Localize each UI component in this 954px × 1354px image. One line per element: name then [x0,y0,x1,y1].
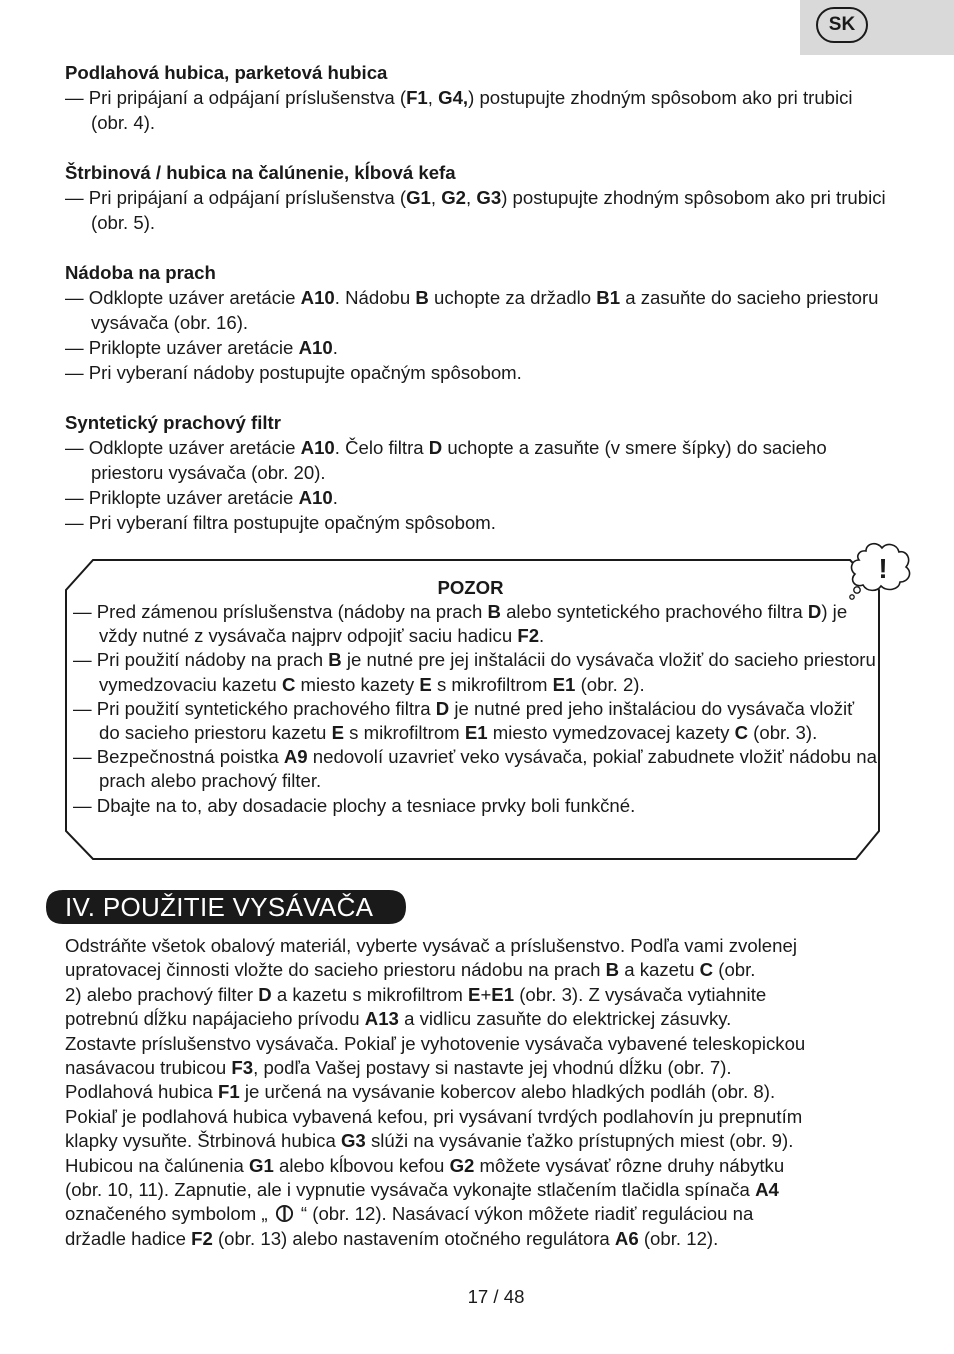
reference-code: G3 [476,187,502,208]
list-item: — Pri vyberaní nádoby postupujte opačným spôsobom. [65,362,522,383]
reference-code: A10 [298,337,333,358]
text-line: nasávacou trubicou F3, podľa Vašej postavy si nastavte jej vhodnú dĺžku (obr. 7). [65,1057,732,1079]
reference-code: E1 [491,983,515,1005]
reference-code: D [435,697,450,719]
page-number: 17 / 48 [467,1286,525,1307]
text-line: držadle hadice F2 (obr. 13) alebo nastavením otočného regulátora A6 (obr. 12). [65,1227,719,1249]
reference-code: A13 [364,1008,399,1030]
text-line: Zostavte príslušenstvo vysávača. Pokiaľ je vyhotovenie vysávača vybavené teleskopickou [65,1032,806,1054]
reference-code: C [734,722,748,744]
list-item: — Bezpečnostná poistka A9 nedovolí uzavrieť veko vysávača, pokiaľ zabudnete vložiť nádobu na prach alebo prachový filter. [73,746,877,792]
list-item: — Pri použití syntetického prachového filtra D je nutné pred jeho inštaláciou do vysávača vložiť do sacieho priestoru kazetu E s mikrofiltrom E1 miesto vymedzovacej kazety C (obr. 3). [73,697,855,744]
reference-code: G2 [449,1154,475,1176]
section-heading: Syntetický prachový filtr [65,412,281,433]
accessory-instructions [65,60,890,535]
text-line: klapky vysuňte. Štrbinová hubica G3 slúži na vysávanie ťažko prístupných miest (obr. 9). [65,1130,794,1152]
warning-list [73,600,878,818]
reference-code: G3 [340,1130,366,1152]
list-item: — Odklopte uzáver aretácie A10. Čelo filtra D uchopte a zasuňte (v smere šípky) do sacieho priestoru vysávača (obr. 20). [65,437,827,483]
reference-code: B [328,649,342,671]
reference-code: D [258,983,272,1005]
text-line: Podlahová hubica F1 je určená na vysávanie kobercov alebo hladkých podláh (obr. 8). [65,1081,776,1103]
reference-code: E [419,673,432,695]
reference-code: F2 [191,1227,213,1249]
reference-code: F2 [517,625,540,647]
reference-code: D [807,601,822,622]
section-dust-container [65,260,890,385]
reference-code: E [331,722,344,744]
section-floor-nozzle [65,60,890,135]
power-icon [275,1204,294,1223]
text-line: Odstráňte všetok obalový materiál, vyberte vysávač a príslušenstvo. Podľa vami zvolenej [65,935,797,956]
language-badge: SK [816,7,868,43]
section-heading: Štrbinová / hubica na čalúnenie, kĺbová kefa [65,162,456,183]
list-item: — Pri pripájaní a odpájaní príslušenstva (G1, G2, G3) postupujte zhodným spôsobom ako pri trubici (obr. 5). [65,187,886,233]
section-title: IV. POUŽITIE VYSÁVAČA [65,892,374,922]
text-line: potrebnú dĺžku napájacieho prívodu A13 a vidlicu zasuňte do elektrickej zásuvky. [65,1008,732,1030]
list-item: — Pri použití nádoby na prach B je nutné pre jej inštalácii do vysávača vložiť do sacieho priestoru vymedzovaciu kazetu C miesto kazety E s mikrofiltrom E1 (obr. 2). [73,649,876,695]
reference-code: B [415,287,429,308]
reference-code: G2 [441,187,467,208]
reference-code: A6 [614,1227,639,1249]
list-item: — Priklopte uzáver aretácie A10. [65,337,338,358]
reference-code: F1 [406,87,428,108]
list-item: — Dbajte na to, aby dosadacie plochy a tesniace prvky boli funkčné. [73,794,636,816]
text-line: (obr. 10, 11). Zapnutie, ale i vypnutie vysávača vykonajte stlačením tlačidla spínača A4 [65,1179,779,1201]
reference-code: C [699,959,714,981]
reference-code: A10 [300,437,335,458]
reference-code: B [605,959,620,981]
list-item: — Pri pripájaní a odpájaní príslušenstva (F1, G4,) postupujte zhodným spôsobom ako pri trubici (obr. 4). [65,87,853,133]
exclamation-mark: ! [878,553,888,584]
section-crevice-nozzle [65,160,890,235]
reference-code: F3 [231,1057,254,1079]
warning-box [63,559,881,861]
text-line: Hubicou na čalúnenia G1 alebo kĺbovou kefou G2 môžete vysávať rôzne druhy nábytku [65,1154,785,1176]
list-item: — Odklopte uzáver aretácie A10. Nádobu B uchopte za držadlo B1 a zasuňte do sacieho priestoru vysávača (obr. 16). [65,287,879,333]
warning-thought-bubble-icon [845,538,915,602]
reference-code: E [468,983,481,1005]
list-item: — Priklopte uzáver aretácie A10. [65,487,338,508]
reference-code: G4, [438,87,469,108]
list-item: — Pred zámenou príslušenstva (nádoby na prach B alebo syntetického prachového filtra D) je vždy nutné z vysávača najprv odpojiť saciu hadicu F2. [73,601,848,647]
reference-code: A10 [298,487,333,508]
text-line: Pokiaľ je podlahová hubica vybavená kefou, pri vysávaní tvrdých podlahovín ju prepnutím [65,1105,803,1127]
text-line: označeného symbolom „ “ (obr. 12). Nasávací výkon môžete riadiť reguláciou na [65,1203,754,1225]
reference-code: F1 [218,1081,240,1103]
reference-code: A10 [300,287,335,308]
section-heading: Podlahová hubica, parketová hubica [65,62,388,83]
list-item: — Pri vyberaní filtra postupujte opačným spôsobom. [65,512,496,533]
reference-code: C [281,673,296,695]
text-line: 2) alebo prachový filter D a kazetu s mikrofiltrom E+E1 (obr. 3). Z vysávača vytiahnite [65,983,767,1005]
text-line: upratovacej činnosti vložte do sacieho priestoru nádobu na prach B a kazetu C (obr. [65,959,756,981]
reference-code: E1 [552,673,576,695]
section-heading: Nádoba na prach [65,262,216,283]
warning-title: POZOR [437,577,504,598]
reference-code: E1 [464,722,488,744]
reference-code: D [428,437,443,458]
reference-code: G1 [406,187,431,208]
reference-code: G1 [249,1154,274,1176]
usage-paragraph [65,934,885,1251]
reference-code: A9 [283,746,308,768]
reference-code: B [487,601,501,622]
reference-code: B1 [596,287,621,308]
reference-code: A4 [755,1179,779,1201]
section-synthetic-filter [65,410,890,535]
